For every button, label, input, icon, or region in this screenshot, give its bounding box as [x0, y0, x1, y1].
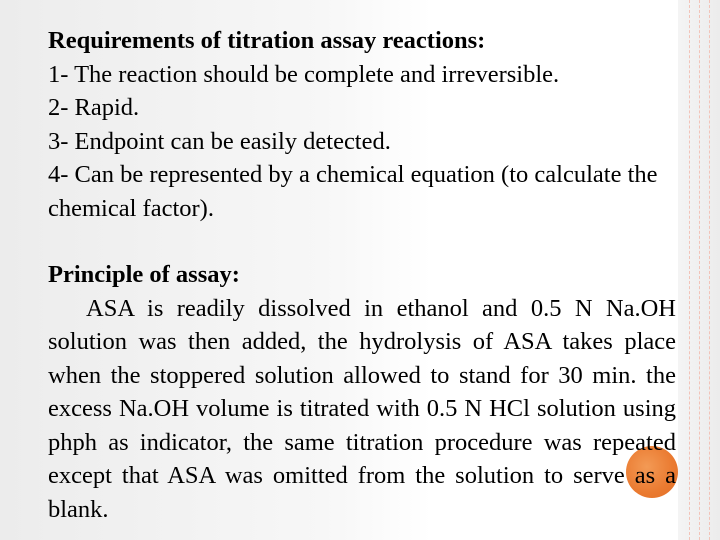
decorative-line: [689, 0, 690, 540]
principle-paragraph: ASA is readily dissolved in ethanol and 0.5 N Na.OH solution was then added, the hydrolysis of ASA takes place when the stoppered solution allowed to stand for 30 min. the excess Na.OH volume is titrated with 0.5 N HCl solution using phph as indicator, the same titration procedure was repeated except that ASA was omitted from the solution to serve as a blank.: [48, 294, 676, 523]
requirement-item-3: 3- Endpoint can be easily detected.: [48, 127, 391, 155]
requirement-item-4: 4- Can be represented by a chemical equation (to calculate the chemical factor).: [48, 161, 658, 222]
decorative-line: [699, 0, 700, 540]
slide-body: [48, 24, 676, 526]
decorative-line: [709, 0, 710, 540]
section-spacer: [48, 225, 676, 258]
requirement-item-2: 2- Rapid.: [48, 94, 140, 121]
requirements-heading: Requirements of titration assay reactions:: [48, 27, 486, 54]
requirement-item-1: 1- The reaction should be complete and irreversible.: [48, 60, 560, 88]
slide-right-border: [678, 0, 720, 540]
principle-heading: Principle of assay:: [48, 261, 240, 288]
